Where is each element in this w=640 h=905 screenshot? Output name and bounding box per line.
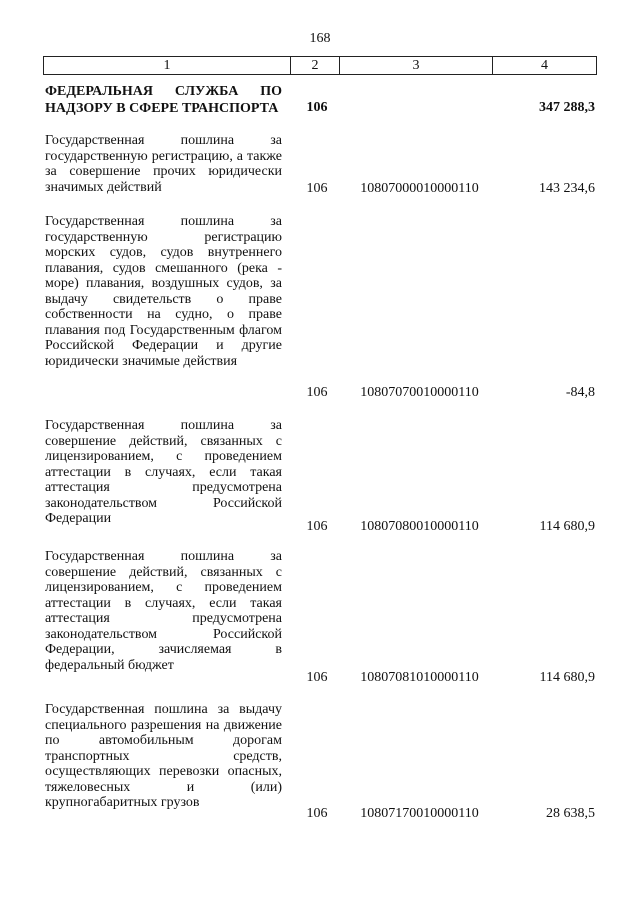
row-description: ФЕДЕРАЛЬНАЯ СЛУЖБА ПО НАДЗОРУ В СФЕРЕ ТРАНСПОРТА (45, 84, 282, 116)
row-description: Государственная пошлина за совершение действий, связанных с лицензированием, с проведением аттестации в случаях, если такая аттестация предусмотрена законодательством Российской Федерации, зачисляемая в федеральный бюджет (45, 549, 282, 673)
column-header-row (43, 56, 597, 75)
row-amount: 28 638,5 (546, 806, 595, 821)
table-row (45, 83, 595, 123)
table-row (45, 418, 595, 538)
row-admin-code: 106 (306, 181, 328, 196)
table-row (45, 133, 595, 199)
row-admin-code: 106 (306, 385, 328, 400)
column-header-2: 2 (291, 57, 340, 74)
row-income-code: 10807070010000110 (360, 385, 479, 400)
table-row (45, 702, 595, 826)
column-header-4: 4 (541, 58, 548, 73)
row-admin-code: 106 (306, 100, 328, 115)
row-income-code: 10807000010000110 (360, 181, 479, 196)
row-income-code: 10807080010000110 (360, 519, 479, 534)
table-row (45, 549, 595, 689)
table-row (45, 214, 595, 402)
row-amount: -84,8 (565, 385, 595, 400)
page-number: 168 (309, 31, 331, 46)
row-description: Государственная пошлина за государственную регистрацию морских судов, судов внутреннего плавания, судов смешанного (река - море) плавания, воздушных судов, за выдачу свидетельств о праве собственности на судно, о праве плавания под Государственным флагом Российской Федерации и другие юридически значимые действия (45, 214, 282, 369)
row-admin-code: 106 (306, 670, 328, 685)
row-description: Государственная пошлина за выдачу специального разрешения на движение по автомобильным дорогам транспортных средств, осуществляющих перевозки опасных, тяжеловесных и (или) крупногабаритных грузов (45, 702, 282, 810)
row-admin-code: 106 (306, 519, 328, 534)
row-description: Государственная пошлина за совершение действий, связанных с лицензированием, с проведением аттестации в случаях, если такая аттестация предусмотрена законодательством Российской Федерации (45, 418, 282, 526)
row-income-code: 10807170010000110 (360, 806, 479, 821)
row-admin-code: 106 (306, 806, 328, 821)
row-income-code: 10807081010000110 (360, 670, 479, 685)
column-header-1: 1 (44, 57, 291, 74)
column-header-3: 3 (340, 57, 493, 74)
row-amount: 143 234,6 (539, 181, 595, 196)
row-amount: 114 680,9 (539, 670, 595, 685)
row-amount: 347 288,3 (539, 100, 595, 115)
row-amount: 114 680,9 (539, 519, 595, 534)
row-description: Государственная пошлина за государственную регистрацию, а также за совершение прочих юридически значимых действий (45, 133, 282, 195)
